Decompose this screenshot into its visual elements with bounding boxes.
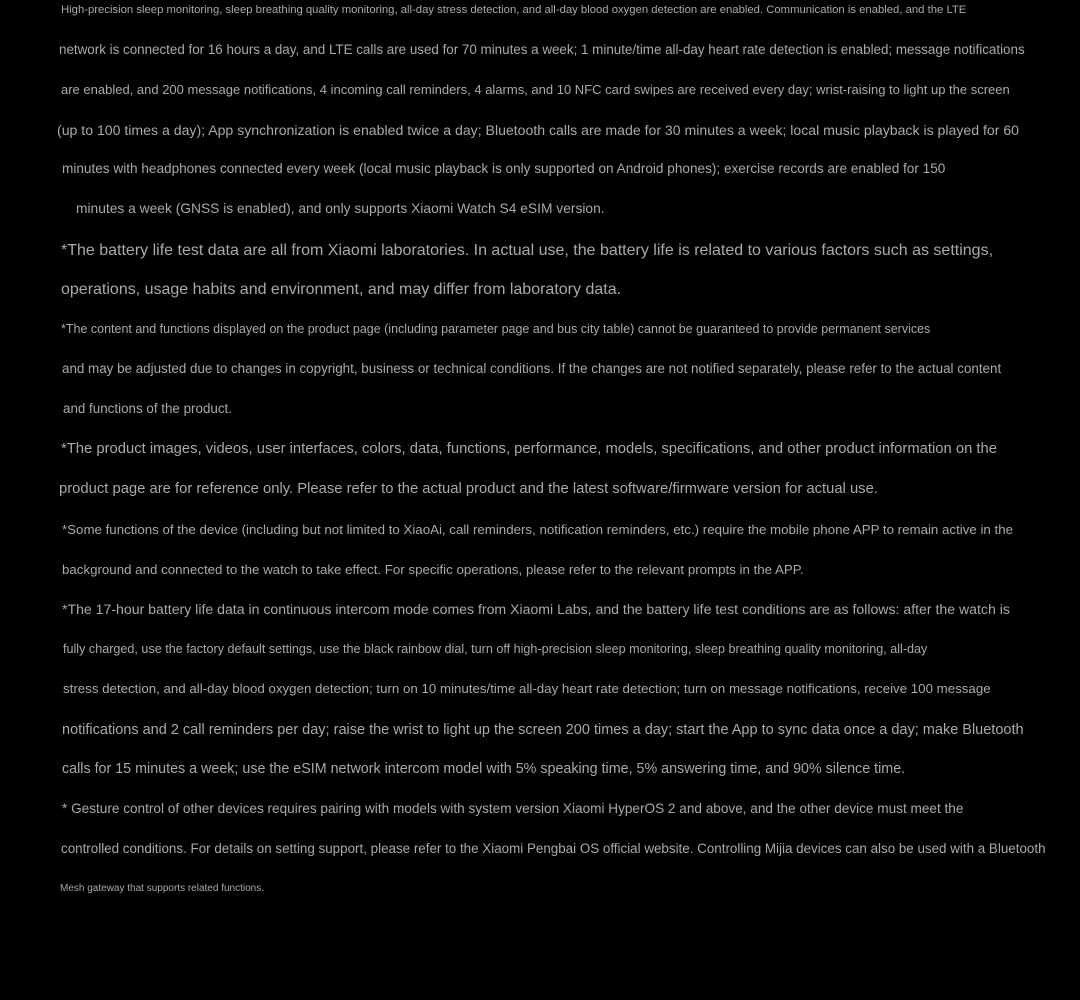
footnote-1-line-4: (up to 100 times a day); App synchronization is enabled twice a day; Bluetooth calls are made for 30 minutes a week; local music playback is played for 60 bbox=[57, 122, 1020, 138]
footnote-1-line-6: minutes a week (GNSS is enabled), and only supports Xiaomi Watch S4 eSIM version. bbox=[76, 201, 605, 216]
footnote-7-line-3: Mesh gateway that supports related functions. bbox=[60, 883, 265, 894]
footnote-1-line-3: are enabled, and 200 message notifications, 4 incoming call reminders, 4 alarms, and 10 NFC card swipes are received every day; wrist-raising to light up the screen bbox=[61, 82, 1010, 97]
footnote-2-line-2: operations, usage habits and environment, and may differ from laboratory data. bbox=[61, 281, 622, 298]
footnote-1-line-1: High-precision sleep monitoring, sleep breathing quality monitoring, all-day stress detection, and all-day blood oxygen detection are enabled. Communication is enabled, and the LTE bbox=[61, 4, 967, 16]
footnote-1-line-5: minutes with headphones connected every week (local music playback is only supported on Android phones); exercise records are enabled for 150 bbox=[62, 161, 946, 176]
footnote-7-line-2: controlled conditions. For details on setting support, please refer to the Xiaomi Pengbai OS official website. Controlling Mijia devices can also be used with a Bluetooth bbox=[61, 841, 1046, 856]
footnote-1-line-2: network is connected for 16 hours a day, and LTE calls are used for 70 minutes a week; 1 minute/time all-day heart rate detection is enabled; message notifications bbox=[59, 42, 1025, 57]
footnote-6-line-3: stress detection, and all-day blood oxygen detection; turn on 10 minutes/time all-day heart rate detection; turn on message notifications, receive 100 message bbox=[63, 681, 991, 696]
footnote-4-line-1: *The product images, videos, user interfaces, colors, data, functions, performance, models, specifications, and other product information on the bbox=[61, 441, 997, 457]
footnote-3-line-2: and may be adjusted due to changes in copyright, business or technical conditions. If the changes are not notified separately, please refer to the actual content bbox=[62, 361, 1002, 376]
footnote-6-line-1: *The 17-hour battery life data in continuous intercom mode comes from Xiaomi Labs, and the battery life test conditions are as follows: after the watch is bbox=[62, 601, 1010, 617]
footnote-3-line-1: *The content and functions displayed on the product page (including parameter page and bus city table) cannot be guaranteed to provide permanent services bbox=[61, 322, 931, 336]
footnote-3-line-3: and functions of the product. bbox=[63, 401, 232, 416]
footnote-6-line-2: fully charged, use the factory default settings, use the black rainbow dial, turn off high-precision sleep monitoring, sleep breathing quality monitoring, all-day bbox=[63, 642, 928, 656]
footnote-6-line-4: notifications and 2 call reminders per day; raise the wrist to light up the screen 200 times a day; start the App to sync data once a day; make Bluetooth bbox=[62, 722, 1024, 738]
footnote-6-line-5: calls for 15 minutes a week; use the eSIM network intercom model with 5% speaking time, 5% answering time, and 90% silence time. bbox=[62, 761, 906, 777]
footnote-5-line-1: *Some functions of the device (including but not limited to XiaoAi, call reminders, notification reminders, etc.) require the mobile phone APP to remain active in the bbox=[62, 522, 1013, 537]
footnote-4-line-2: product page are for reference only. Please refer to the actual product and the latest software/firmware version for actual use. bbox=[59, 481, 878, 497]
footnote-2-line-1: *The battery life test data are all from Xiaomi laboratories. In actual use, the battery life is related to various factors such as settings, bbox=[61, 242, 994, 259]
footnote-7-line-1: * Gesture control of other devices requires pairing with models with system version Xiaomi HyperOS 2 and above, and the other device must meet the bbox=[62, 801, 964, 816]
footnote-5-line-2: background and connected to the watch to take effect. For specific operations, please refer to the relevant prompts in the APP. bbox=[62, 562, 804, 577]
